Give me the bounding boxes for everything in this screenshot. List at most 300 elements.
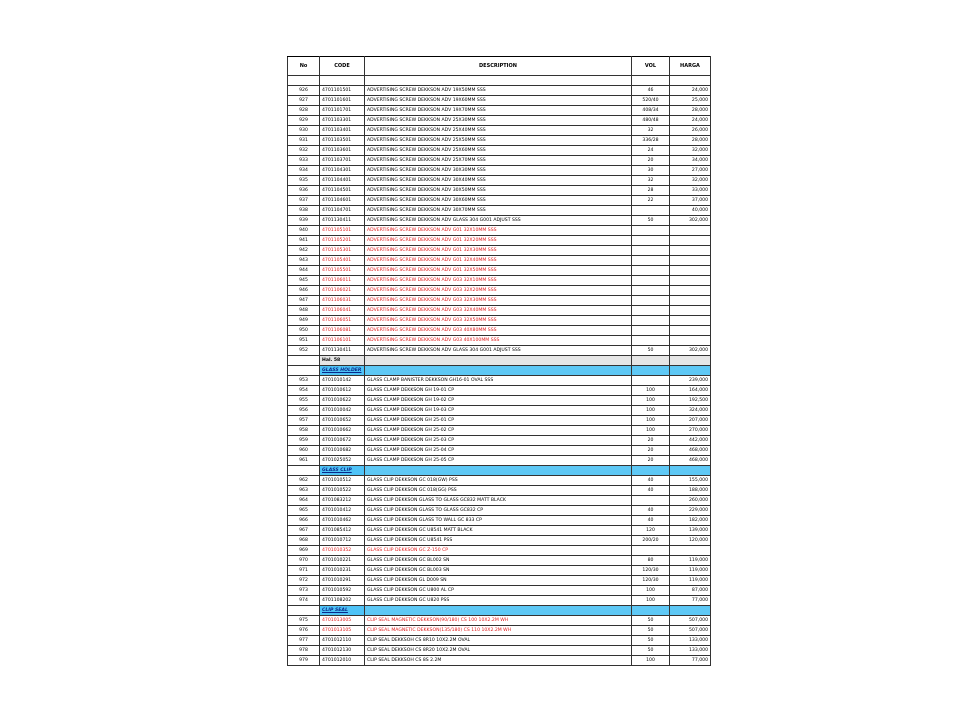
table-row: [288, 646, 711, 656]
cell-vol: [632, 376, 670, 386]
cell-vol: 24: [632, 146, 670, 156]
header-row: [288, 57, 711, 76]
table-row: [288, 346, 711, 356]
cell-vol: 20: [632, 156, 670, 166]
cell-description: GLASS CLAMP DEKKSON GH 19-01 CP: [365, 386, 632, 396]
cell-harga: 139,000: [670, 526, 711, 536]
cell-harga: 24,000: [670, 116, 711, 126]
cell-no: 959: [288, 436, 320, 446]
cell-description: GLASS CLIP DEKKSON GC BL003 SN: [365, 566, 632, 576]
table-row: [288, 266, 711, 276]
cell-no: 937: [288, 196, 320, 206]
cell-harga: 207,000: [670, 416, 711, 426]
cell-vol: [632, 336, 670, 346]
cell-description: ADVERTISING SCREW DEKKSON ADV G03 40X80MM SSS: [365, 326, 632, 336]
cell-harga: 87,000: [670, 586, 711, 596]
cell-harga: 442,000: [670, 436, 711, 446]
cell-description: GLASS CLAMP DEKKSON GH 25-04 CP: [365, 446, 632, 456]
cell-code: 4701130411: [320, 346, 365, 356]
cell-vol: 480/48: [632, 116, 670, 126]
cell-no: 968: [288, 536, 320, 546]
cell-description: GLASS CLIP DEKKSON GC U8541 PSS: [365, 536, 632, 546]
cell-vol: [632, 266, 670, 276]
cell-vol: [632, 356, 670, 366]
cell-no: 941: [288, 236, 320, 246]
table-row: [288, 156, 711, 166]
table-row: [288, 386, 711, 396]
cell-vol: 100: [632, 426, 670, 436]
cell-no: 951: [288, 336, 320, 346]
cell-vol: 100: [632, 586, 670, 596]
spacer-row: [288, 76, 711, 86]
cell-vol: 120/30: [632, 566, 670, 576]
cell-harga: 77,000: [670, 656, 711, 666]
cell-no: 932: [288, 146, 320, 156]
cell-no: 935: [288, 176, 320, 186]
cell-harga: 119,000: [670, 576, 711, 586]
cell-description: CLIP SEAL MAGNETIC DEKKSON(135/180) CS 110 10X2.2M WH: [365, 626, 632, 636]
cell-no: [288, 606, 320, 616]
table-row: [288, 216, 711, 226]
cell-harga: [670, 546, 711, 556]
cell-vol: 32: [632, 176, 670, 186]
table-row: [288, 636, 711, 646]
cell-no: 934: [288, 166, 320, 176]
cell-code: Hal. 58: [320, 356, 365, 366]
cell-description: ADVERTISING SCREW DEKKSON ADV 30X50MM SSS: [365, 186, 632, 196]
cell-description: CLIP SEAL MAGNETIC DEKKSON(90/180) CS 100 10X2.2M WH: [365, 616, 632, 626]
cell-no: 927: [288, 96, 320, 106]
cell-description: ADVERTISING SCREW DEKKSON ADV GLASS 304 G001 ADJUST SSS: [365, 346, 632, 356]
cell-description: ADVERTISING SCREW DEKKSON ADV G03 40X100MM SSS: [365, 336, 632, 346]
table-row: [288, 186, 711, 196]
cell-no: 965: [288, 506, 320, 516]
cell-harga: 324,000: [670, 406, 711, 416]
cell-vol: 20: [632, 436, 670, 446]
cell-harga: 33,000: [670, 186, 711, 196]
cell-harga: [670, 296, 711, 306]
cell-harga: 182,000: [670, 516, 711, 526]
cell-code: 4701108202: [320, 596, 365, 606]
table-row: [288, 546, 711, 556]
cell-code: CLIP SEAL: [320, 606, 365, 616]
cell-no: 948: [288, 306, 320, 316]
cell-description: GLASS CLIP DEKKSON GLASS TO GLASS GC832 CP: [365, 506, 632, 516]
cell-description: ADVERTISING SCREW DEKKSON ADV G03 32X30MM SSS: [365, 296, 632, 306]
cell-description: ADVERTISING SCREW DEKKSON ADV 19X50MM SSS: [365, 86, 632, 96]
table-row: [288, 176, 711, 186]
cell-no: 977: [288, 636, 320, 646]
cell-code: 4701104601: [320, 196, 365, 206]
cell-harga: 229,000: [670, 506, 711, 516]
cell-harga: 302,000: [670, 346, 711, 356]
table-row: [288, 536, 711, 546]
cell-no: 936: [288, 186, 320, 196]
cell-code: 4701101701: [320, 106, 365, 116]
cell-no: 940: [288, 226, 320, 236]
cell-harga: 188,000: [670, 486, 711, 496]
table-row: [288, 626, 711, 636]
cell-harga: [670, 226, 711, 236]
cell-vol: 100: [632, 386, 670, 396]
cell-description: [365, 356, 632, 366]
cell-no: 964: [288, 496, 320, 506]
header-description: DESCRIPTION: [365, 57, 632, 76]
cell-harga: 507,000: [670, 616, 711, 626]
cell-description: GLASS CLIP DEKKSON GC BL002 SN: [365, 556, 632, 566]
cell-harga: [670, 286, 711, 296]
cell-no: 929: [288, 116, 320, 126]
cell-description: ADVERTISING SCREW DEKKSON ADV 25X50MM SSS: [365, 136, 632, 146]
cell-description: GLASS CLIP DEKKSON GC 018(GW) PSS: [365, 476, 632, 486]
cell-no: 931: [288, 136, 320, 146]
table-row: [288, 166, 711, 176]
cell-description: ADVERTISING SCREW DEKKSON ADV G03 32X40MM SSS: [365, 306, 632, 316]
cell-vol: [632, 366, 670, 376]
cell-code: 4701010462: [320, 516, 365, 526]
cell-no: 978: [288, 646, 320, 656]
cell-harga: 507,000: [670, 626, 711, 636]
cell-vol: 50: [632, 346, 670, 356]
cell-vol: [632, 546, 670, 556]
cell-code: 4701105101: [320, 226, 365, 236]
cell-harga: 164,000: [670, 386, 711, 396]
cell-vol: [632, 606, 670, 616]
cell-code: 4701106031: [320, 296, 365, 306]
cell-code: 4701106081: [320, 326, 365, 336]
cell-description: ADVERTISING SCREW DEKKSON ADV G01 32X50MM SSS: [365, 266, 632, 276]
cell-vol: 20: [632, 446, 670, 456]
cell-harga: 468,000: [670, 446, 711, 456]
table-row: [288, 556, 711, 566]
table-body: [288, 76, 711, 666]
cell-harga: 27,000: [670, 166, 711, 176]
cell-vol: [632, 466, 670, 476]
cell-vol: [632, 286, 670, 296]
table-row: [288, 86, 711, 96]
cell-description: ADVERTISING SCREW DEKKSON ADV 25X30MM SSS: [365, 116, 632, 126]
cell-code: 4701010672: [320, 436, 365, 446]
cell-code: 4701010352: [320, 546, 365, 556]
cell-vol: [632, 206, 670, 216]
cell-description: ADVERTISING SCREW DEKKSON ADV 30X60MM SSS: [365, 196, 632, 206]
cell-vol: 50: [632, 636, 670, 646]
cell-harga: [670, 316, 711, 326]
cell-vol: [632, 296, 670, 306]
cell-vol: 50: [632, 646, 670, 656]
cell-code: 4701105401: [320, 256, 365, 266]
cell-code: 4701010592: [320, 586, 365, 596]
cell-vol: 120/30: [632, 576, 670, 586]
table-row: [288, 236, 711, 246]
table-row: [288, 246, 711, 256]
cell-vol: 200/20: [632, 536, 670, 546]
header-code: CODE: [320, 57, 365, 76]
cell-no: 967: [288, 526, 320, 536]
cell-description: ADVERTISING SCREW DEKKSON ADV 30X30MM SSS: [365, 166, 632, 176]
cell-description: ADVERTISING SCREW DEKKSON ADV G03 32X50MM SSS: [365, 316, 632, 326]
cell-description: ADVERTISING SCREW DEKKSON ADV G01 32X10MM SSS: [365, 226, 632, 236]
cell-description: ADVERTISING SCREW DEKKSON ADV 30X40MM SSS: [365, 176, 632, 186]
cell-code: 4701010291: [320, 576, 365, 586]
cell-description: ADVERTISING SCREW DEKKSON ADV 25X40MM SSS: [365, 126, 632, 136]
cell-code: 4701106011: [320, 276, 365, 286]
cell-vol: 520/40: [632, 96, 670, 106]
cell-description: GLASS CLIP DEKKSON GC Z-150 CP: [365, 546, 632, 556]
cell-description: GLASS CLIP DEKKSON GC U8541 MATT BLACK: [365, 526, 632, 536]
cell-description: GLASS CLAMP DEKKSON GH 19-02 CP: [365, 396, 632, 406]
cell-harga: 133,000: [670, 646, 711, 656]
cell-no: 954: [288, 386, 320, 396]
cell-harga: [670, 466, 711, 476]
cell-description: ADVERTISING SCREW DEKKSON ADV 25X60MM SSS: [365, 146, 632, 156]
table-row: [288, 416, 711, 426]
table-row: [288, 476, 711, 486]
cell-no: 961: [288, 456, 320, 466]
cell-code: 4701010231: [320, 566, 365, 576]
cell-no: 944: [288, 266, 320, 276]
cell-harga: 133,000: [670, 636, 711, 646]
cell-code: 4701010662: [320, 426, 365, 436]
cell-vol: 120: [632, 526, 670, 536]
cell-code: 4701105201: [320, 236, 365, 246]
cell-no: [288, 356, 320, 366]
cell-vol: [632, 276, 670, 286]
cell-no: 926: [288, 86, 320, 96]
cell-description: ADVERTISING SCREW DEKKSON ADV G03 32X10MM SSS: [365, 276, 632, 286]
cell-code: 4701010221: [320, 556, 365, 566]
cell-no: 930: [288, 126, 320, 136]
table-row: [288, 396, 711, 406]
header-no: No: [288, 57, 320, 76]
cell-description: ADVERTISING SCREW DEKKSON ADV G01 32X40MM SSS: [365, 256, 632, 266]
cell-no: 966: [288, 516, 320, 526]
cell-description: ADVERTISING SCREW DEKKSON ADV G03 32X20MM SSS: [365, 286, 632, 296]
cell-no: [288, 466, 320, 476]
table-row: [288, 146, 711, 156]
cell-vol: [632, 326, 670, 336]
cell-code: 4701106041: [320, 306, 365, 316]
cell-harga: 155,000: [670, 476, 711, 486]
cell-harga: [670, 256, 711, 266]
cell-code: 4701105301: [320, 246, 365, 256]
cell-harga: [670, 366, 711, 376]
cell-no: 945: [288, 276, 320, 286]
cell-code: 4701010622: [320, 396, 365, 406]
table-row: [288, 256, 711, 266]
cell-description: ADVERTISING SCREW DEKKSON ADV G01 32X30MM SSS: [365, 246, 632, 256]
cell-code: 4701010712: [320, 536, 365, 546]
cell-description: GLASS CLIP DEKKSON GC U820 PSS: [365, 596, 632, 606]
cell-code: 4701010682: [320, 446, 365, 456]
table-row: [288, 326, 711, 336]
cell-no: 953: [288, 376, 320, 386]
table-row: [288, 596, 711, 606]
cell-code: 4701104501: [320, 186, 365, 196]
table-row: [288, 276, 711, 286]
cell-harga: 468,000: [670, 456, 711, 466]
cell-vol: [632, 496, 670, 506]
cell-description: GLASS CLIP DEKKSON GC U800 AL CP: [365, 586, 632, 596]
cell-harga: 77,000: [670, 596, 711, 606]
cell-code: 4701010522: [320, 486, 365, 496]
cell-code: 4701012130: [320, 646, 365, 656]
cell-no: 971: [288, 566, 320, 576]
cell-harga: [670, 606, 711, 616]
table-row: [288, 486, 711, 496]
table-row: [288, 446, 711, 456]
cell-no: 974: [288, 596, 320, 606]
cell-description: ADVERTISING SCREW DEKKSON ADV GLASS 304 G001 ADJUST SSS: [365, 216, 632, 226]
cell-description: CLIP SEAL DEKKSOH CS 8R10 10X2.2M OVAL: [365, 636, 632, 646]
cell-harga: [670, 276, 711, 286]
cell-no: 956: [288, 406, 320, 416]
cell-description: ADVERTISING SCREW DEKKSON ADV G01 32X20MM SSS: [365, 236, 632, 246]
cell-code: 4701104401: [320, 176, 365, 186]
cell-description: GLASS CLIP DEKKSON GL D009 SN: [365, 576, 632, 586]
cell-code: 4701012010: [320, 656, 365, 666]
cell-description: CLIP SEAL DEKKSOH CS 8S 2.2M: [365, 656, 632, 666]
cell-description: CLIP SEAL DEKKSOH CS 8R20 10X2.2M OVAL: [365, 646, 632, 656]
cell-vol: 408/34: [632, 106, 670, 116]
cell-code: 4701130411: [320, 216, 365, 226]
cell-harga: 37,000: [670, 196, 711, 206]
cell-description: [365, 76, 632, 86]
cell-harga: [670, 246, 711, 256]
cell-description: GLASS CLAMP DEKKSON GH 19-03 CP: [365, 406, 632, 416]
cell-no: 947: [288, 296, 320, 306]
cell-vol: 80: [632, 556, 670, 566]
cell-no: 963: [288, 486, 320, 496]
cell-vol: 336/28: [632, 136, 670, 146]
cell-harga: 28,000: [670, 106, 711, 116]
cell-harga: 192,500: [670, 396, 711, 406]
cell-no: 942: [288, 246, 320, 256]
cell-harga: 302,000: [670, 216, 711, 226]
table-row: [288, 656, 711, 666]
cell-vol: [632, 316, 670, 326]
cell-code: 4701025052: [320, 456, 365, 466]
cell-no: 970: [288, 556, 320, 566]
cell-harga: 270,000: [670, 426, 711, 436]
cell-vol: 32: [632, 126, 670, 136]
cell-code: [320, 76, 365, 86]
cell-description: [365, 606, 632, 616]
cell-vol: 46: [632, 86, 670, 96]
cell-description: ADVERTISING SCREW DEKKSON ADV 19X60MM SSS: [365, 96, 632, 106]
cell-code: 4701104301: [320, 166, 365, 176]
cell-no: 960: [288, 446, 320, 456]
section-header-row: [288, 466, 711, 476]
cell-harga: [670, 76, 711, 86]
table-row: [288, 576, 711, 586]
cell-no: 972: [288, 576, 320, 586]
price-list-table: [287, 56, 711, 666]
cell-code: 4701103501: [320, 136, 365, 146]
table-row: [288, 376, 711, 386]
cell-harga: 40,000: [670, 206, 711, 216]
cell-code: 4701010142: [320, 376, 365, 386]
table-row: [288, 406, 711, 416]
cell-code: 4701010042: [320, 406, 365, 416]
cell-no: 946: [288, 286, 320, 296]
table-row: [288, 616, 711, 626]
cell-vol: 100: [632, 656, 670, 666]
cell-no: 949: [288, 316, 320, 326]
cell-description: [365, 366, 632, 376]
section-header-row: [288, 366, 711, 376]
cell-no: 957: [288, 416, 320, 426]
cell-harga: [670, 266, 711, 276]
cell-code: 4701013105: [320, 626, 365, 636]
cell-harga: [670, 236, 711, 246]
cell-description: GLASS CLAMP DEKKSON GH 25-03 CP: [365, 436, 632, 446]
table-row: [288, 136, 711, 146]
cell-code: 4701106101: [320, 336, 365, 346]
cell-vol: [632, 306, 670, 316]
header-harga: HARGA: [670, 57, 711, 76]
cell-code: 4701104701: [320, 206, 365, 216]
table-row: [288, 116, 711, 126]
cell-vol: 20: [632, 456, 670, 466]
cell-harga: [670, 326, 711, 336]
table-row: [288, 516, 711, 526]
cell-code: 4701013005: [320, 616, 365, 626]
table-row: [288, 126, 711, 136]
cell-harga: [670, 306, 711, 316]
table-row: [288, 106, 711, 116]
cell-vol: 40: [632, 476, 670, 486]
table-row: [288, 96, 711, 106]
cell-harga: 32,000: [670, 176, 711, 186]
cell-description: GLASS CLIP DEKKSON GLASS TO WALL GC 833 CP: [365, 516, 632, 526]
cell-code: 4701105501: [320, 266, 365, 276]
cell-code: 4701103301: [320, 116, 365, 126]
cell-no: 955: [288, 396, 320, 406]
table-row: [288, 586, 711, 596]
cell-no: 975: [288, 616, 320, 626]
cell-description: GLASS CLIP DEKKSON GC 018(GG) PSS: [365, 486, 632, 496]
cell-vol: [632, 236, 670, 246]
cell-code: 4701010612: [320, 386, 365, 396]
header-vol: VOL: [632, 57, 670, 76]
cell-harga: 120,000: [670, 536, 711, 546]
cell-vol: 50: [632, 216, 670, 226]
cell-no: 943: [288, 256, 320, 266]
cell-no: 976: [288, 626, 320, 636]
table-row: [288, 306, 711, 316]
table-row: [288, 456, 711, 466]
cell-vol: 50: [632, 626, 670, 636]
cell-harga: 239,000: [670, 376, 711, 386]
cell-description: GLASS CLAMP DEKKSON GH 25-05 CP: [365, 456, 632, 466]
cell-harga: 119,000: [670, 556, 711, 566]
cell-harga: 28,000: [670, 136, 711, 146]
cell-description: ADVERTISING SCREW DEKKSON ADV 30X70MM SSS: [365, 206, 632, 216]
cell-code: 4701106021: [320, 286, 365, 296]
table-row: [288, 196, 711, 206]
cell-description: [365, 466, 632, 476]
table-row: [288, 296, 711, 306]
cell-code: 4701101601: [320, 96, 365, 106]
cell-description: GLASS CLAMP DEKKSON GH 25-02 CP: [365, 426, 632, 436]
cell-no: 962: [288, 476, 320, 486]
cell-vol: [632, 246, 670, 256]
cell-harga: 119,000: [670, 566, 711, 576]
cell-harga: [670, 356, 711, 366]
table-row: [288, 526, 711, 536]
cell-code: 4701010652: [320, 416, 365, 426]
